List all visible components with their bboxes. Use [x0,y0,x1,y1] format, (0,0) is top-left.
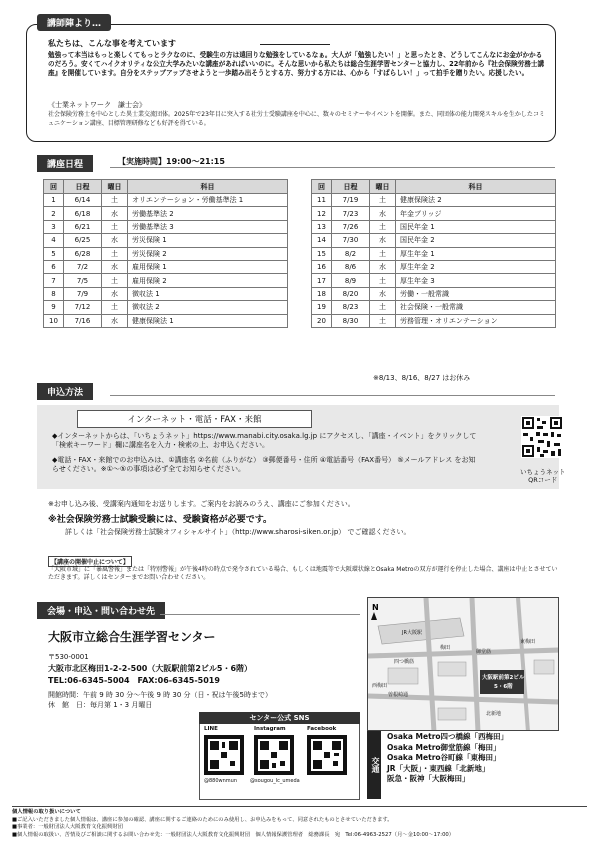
session-date: 8/6 [332,260,370,273]
table-row [312,274,556,287]
session-day: 水 [102,207,128,220]
session-day: 土 [102,247,128,260]
session-no: 10 [44,314,64,327]
session-day: 土 [102,194,128,207]
sns-heading: センター公式 SNS [199,712,360,724]
session-date: 7/5 [64,274,102,287]
table-row [312,301,556,314]
access-item: Osaka Metro四つ橋線「西梅田」 [387,732,509,741]
session-day: 土 [370,247,396,260]
session-no: 1 [44,194,64,207]
table-row [312,260,556,273]
header-no: 回 [312,180,332,194]
facebook-label: Facebook [307,726,337,732]
intro-underline [260,44,330,45]
internet-instructions: ◆インターネットからは、「いちょうネット」https://www.manabi.city.osaka.lg.jp にアクセスし、「講座・イベント」をクリックして「検索キーワード」欄に講座名を入力・検索の上、お申込ください。 [52,432,477,449]
exam-qualification-notice: ※社会保険労務士試験受験には、受験資格が必要です。 [48,515,273,525]
map-midosuji-label: 御堂筋 [476,649,492,655]
footer-line: ■事業者：一般財団法人大阪教育文化振興財団 [12,824,123,831]
session-date: 6/14 [64,194,102,207]
session-subject: 社会保険・一般常識 [396,301,556,314]
session-subject: 年金ブリッジ [396,207,556,220]
session-day: 水 [370,234,396,247]
session-no: 11 [312,194,332,207]
session-subject: 厚生年金 1 [396,247,556,260]
schedule-table-right [311,179,556,328]
other-instructions: ◆電話・FAX・来館でのお申込みは、①講座名 ②名前（ふりがな） ③郵便番号・住所 ④電話番号（FAX番号） ⑤メールアドレス をお知らせください。※①～⑤の事項は必ず全てお知らせください。 [52,456,476,473]
header-day: 曜日 [102,180,128,194]
session-day: 水 [102,287,128,300]
schedule-time: 【実施時間】19:00～21:15 [118,157,225,166]
table-row [312,220,556,233]
map-higashiumeda-label: 東梅田 [520,639,536,645]
session-subject: 労務管理・オリエンテーション [396,314,556,327]
venue-address: 大阪市北区梅田1-2-2-500（大阪駅前第2ビル5・6階） [48,664,253,673]
session-day: 土 [102,220,128,233]
table-row [44,234,288,247]
map-kitashinchi-label: 北新地 [486,711,502,717]
qr-code-icon[interactable] [521,416,563,458]
session-day: 水 [102,260,128,273]
session-subject: 雇用保険 2 [128,274,288,287]
session-day: 水 [102,314,128,327]
session-day: 土 [370,194,396,207]
session-no: 17 [312,274,332,287]
header-date: 日程 [332,180,370,194]
table-row [44,274,288,287]
session-subject: 健康保険法 2 [396,194,556,207]
session-no: 20 [312,314,332,327]
session-subject: 労災保険 1 [128,234,288,247]
session-subject: 雇用保険 1 [128,260,288,273]
map-sonezaki-label: 曽根崎通 [388,692,409,698]
table-row [312,287,556,300]
session-no: 2 [44,207,64,220]
session-date: 6/28 [64,247,102,260]
venue-hours: 開館時間：午前 9 時 30 分～午後 9 時 30 分（日・祝は午後5時まで） [48,691,272,699]
application-heading: 申込方法 [37,383,93,400]
session-subject: オリエンテーション・労働基準法 1 [128,194,288,207]
session-no: 19 [312,301,332,314]
session-no: 13 [312,220,332,233]
schedule-heading: 講座日程 [37,155,93,172]
map-yotsubashi-label: 四つ橋筋 [394,659,415,665]
table-row [312,194,556,207]
session-subject: 厚生年金 3 [396,274,556,287]
session-date: 7/2 [64,260,102,273]
session-no: 15 [312,247,332,260]
table-row [312,207,556,220]
footer-line: ■個人情報の取扱い、苦情及びご相談に関するお問い合わせ先：一般財団法人大阪教育文化振興財団 個人情報保護管理者 総務課長 宛 Tel:06-4963-2527（月～金10:00～17:00） [12,831,455,838]
venue-rule [160,614,360,615]
table-row [44,260,288,273]
session-no: 18 [312,287,332,300]
session-no: 9 [44,301,64,314]
session-day: 土 [102,274,128,287]
session-no: 8 [44,287,64,300]
table-row [312,247,556,260]
session-no: 3 [44,220,64,233]
sns-codes [204,726,359,798]
table-row [44,194,288,207]
table-row [44,287,288,300]
session-date: 8/20 [332,287,370,300]
session-no: 6 [44,260,64,273]
session-day: 土 [370,274,396,287]
table-row [312,314,556,327]
header-subject: 科目 [128,180,288,194]
session-subject: 徴収法 1 [128,287,288,300]
session-date: 7/9 [64,287,102,300]
venue-name: 大阪市立総合生涯学習センター [48,630,216,644]
session-date: 8/23 [332,301,370,314]
holiday-note: ※8/13、8/16、8/27 はお休み [373,374,471,382]
access-item: JR「大阪」・東西線「北新地」 [387,763,490,773]
application-notice: ※お申し込み後、受講案内通知をお送りします。ご案内をお読みのうえ、講座にご参加ください。 [48,500,355,508]
application-rule [110,395,555,396]
access-list [387,732,508,785]
session-subject: 労災保険 2 [128,247,288,260]
header-subject: 科目 [396,180,556,194]
session-day: 土 [370,314,396,327]
access-item: 阪急・阪神「大阪梅田」 [387,774,470,783]
session-subject: 労働・一般常識 [396,287,556,300]
header-no: 回 [44,180,64,194]
line-handle: @880wnmun [204,778,238,784]
cancellation-body: 「大阪市域」に「暴風警報」または「特別警報」が午後4時の時点で発令されている場合、もしくは地震等で大阪環状線とOsaka Metroの双方が運行を停止した場合、講座は中止とさせていただきます。詳しくはセンターまでお問い合わせください。 [48,566,558,581]
venue-closed: 休 館 日：毎月第 1・3 月曜日 [48,701,153,709]
session-subject: 厚生年金 2 [396,260,556,273]
header-day: 曜日 [370,180,396,194]
session-no: 12 [312,207,332,220]
session-date: 7/30 [332,234,370,247]
session-date: 7/16 [64,314,102,327]
table-row [44,314,288,327]
session-day: 土 [370,301,396,314]
map-floor-label: 5・6階 [494,684,513,690]
svg-text:N: N [372,603,379,612]
line-qr-icon[interactable] [204,735,244,775]
session-no: 16 [312,260,332,273]
schedule-table-left [43,179,288,328]
session-date: 8/2 [332,247,370,260]
session-date: 6/18 [64,207,102,220]
access-map [367,597,559,731]
qr-code-label: いちょうネット QRコード [520,468,566,484]
instagram-handle: @sougou_lc_umeda [250,778,300,784]
session-no: 5 [44,247,64,260]
facebook-qr-icon[interactable] [307,735,347,775]
lecturer-body: 勉強って本当はもっと楽しくてもっとラクなのに、受験生の方は遠回りな勉強をしているなぁ。大人が「勉強したい！」と思ったとき、どうしてこんなにお金がかかるのだろう。安くてハイクオリティな公立大学みたいな講座があればいいのに。そんな思いから私たちは総合生涯学習センターと協力し、22年前から『社会保険労務士講座』を開催しています。自分をステップアップさせようと一歩踏み出そうとする方、努力する方には、心から「すばらしい！」って拍手を贈りたい。応援したい。 [48,51,545,77]
venue-heading: 会場・申込・問い合わせ先 [37,602,165,619]
access-tag: 交通 [367,731,381,799]
session-no: 7 [44,274,64,287]
session-day: 水 [102,234,128,247]
session-subject: 労働基準法 3 [128,220,288,233]
session-no: 4 [44,234,64,247]
map-building-label: 大阪駅前第2ビル [482,675,525,681]
cancellation-heading: 【講座の開催中止について】 [48,556,132,567]
session-day: 土 [102,301,128,314]
session-day: 水 [370,260,396,273]
lecturer-heading: 講師陣より… [37,14,111,31]
session-date: 7/19 [332,194,370,207]
table-row [44,247,288,260]
footer-line: ■ご記入いただきました個人情報は、講座に参加の確認、講座に関するご連絡のためにのみ使用し、お申込みをもって、同意されたものとさせていただきます。 [12,816,393,823]
access-item: Osaka Metro御堂筋線「梅田」 [387,742,501,752]
instagram-qr-icon[interactable] [254,735,294,775]
header-date: 日程 [64,180,102,194]
venue-phone[interactable]: TEL:06-6345-5004 FAX:06-6345-5019 [48,676,220,685]
session-date: 7/26 [332,220,370,233]
application-methods-title: インターネット・電話・FAX・来館 [77,410,312,428]
access-item: Osaka Metro谷町線「東梅田」 [387,753,501,762]
line-label: LINE [204,726,218,732]
map-nishiumeda-label: 西梅田 [372,683,388,689]
session-date: 7/12 [64,301,102,314]
map-umeda-label: 梅田 [440,645,451,651]
table-row [44,220,288,233]
venue-postal: 〒530-0001 [48,653,89,661]
session-no: 14 [312,234,332,247]
session-date: 6/25 [64,234,102,247]
session-day: 土 [370,220,396,233]
table-row [44,207,288,220]
table-row [312,234,556,247]
schedule-rule [110,167,555,168]
exam-site-notice: 詳しくは「社会保険労務士試験オフィシャルサイト」（http://www.sharosi-siken.or.jp） でご確認ください。 [65,528,411,536]
venue-hours-block [48,690,272,710]
session-subject: 健康保険法 1 [128,314,288,327]
session-subject: 国民年金 2 [396,234,556,247]
privacy-footer [12,806,587,839]
session-date: 8/30 [332,314,370,327]
map-jr-label: JR大阪駅 [402,630,422,636]
session-day: 水 [370,207,396,220]
lecturer-org: 《士業ネットワーク 謙士会》 [48,101,146,109]
session-subject: 国民年金 1 [396,220,556,233]
footer-line: 個人情報の取り扱いについて [12,809,81,815]
session-subject: 労働基準法 2 [128,207,288,220]
lecturer-intro: 私たちは、こんな事を考えています [48,39,176,48]
session-date: 8/9 [332,274,370,287]
lecturer-org-description: 社会保険労務士を中心とした異士業交流団体。2025年で23年目に突入する社労士受験講座を中心に、数々のセミナーやイベントを開催。また、同団体の能力開発スキルを生かしたコミュニケーション講座、目標管理研修なども好評を得ている。 [48,111,545,127]
session-date: 7/23 [332,207,370,220]
session-subject: 徴収法 2 [128,301,288,314]
session-date: 6/21 [64,220,102,233]
instagram-label: Instagram [254,726,286,732]
table-row [44,301,288,314]
venue-contact [48,651,252,687]
session-day: 水 [370,287,396,300]
